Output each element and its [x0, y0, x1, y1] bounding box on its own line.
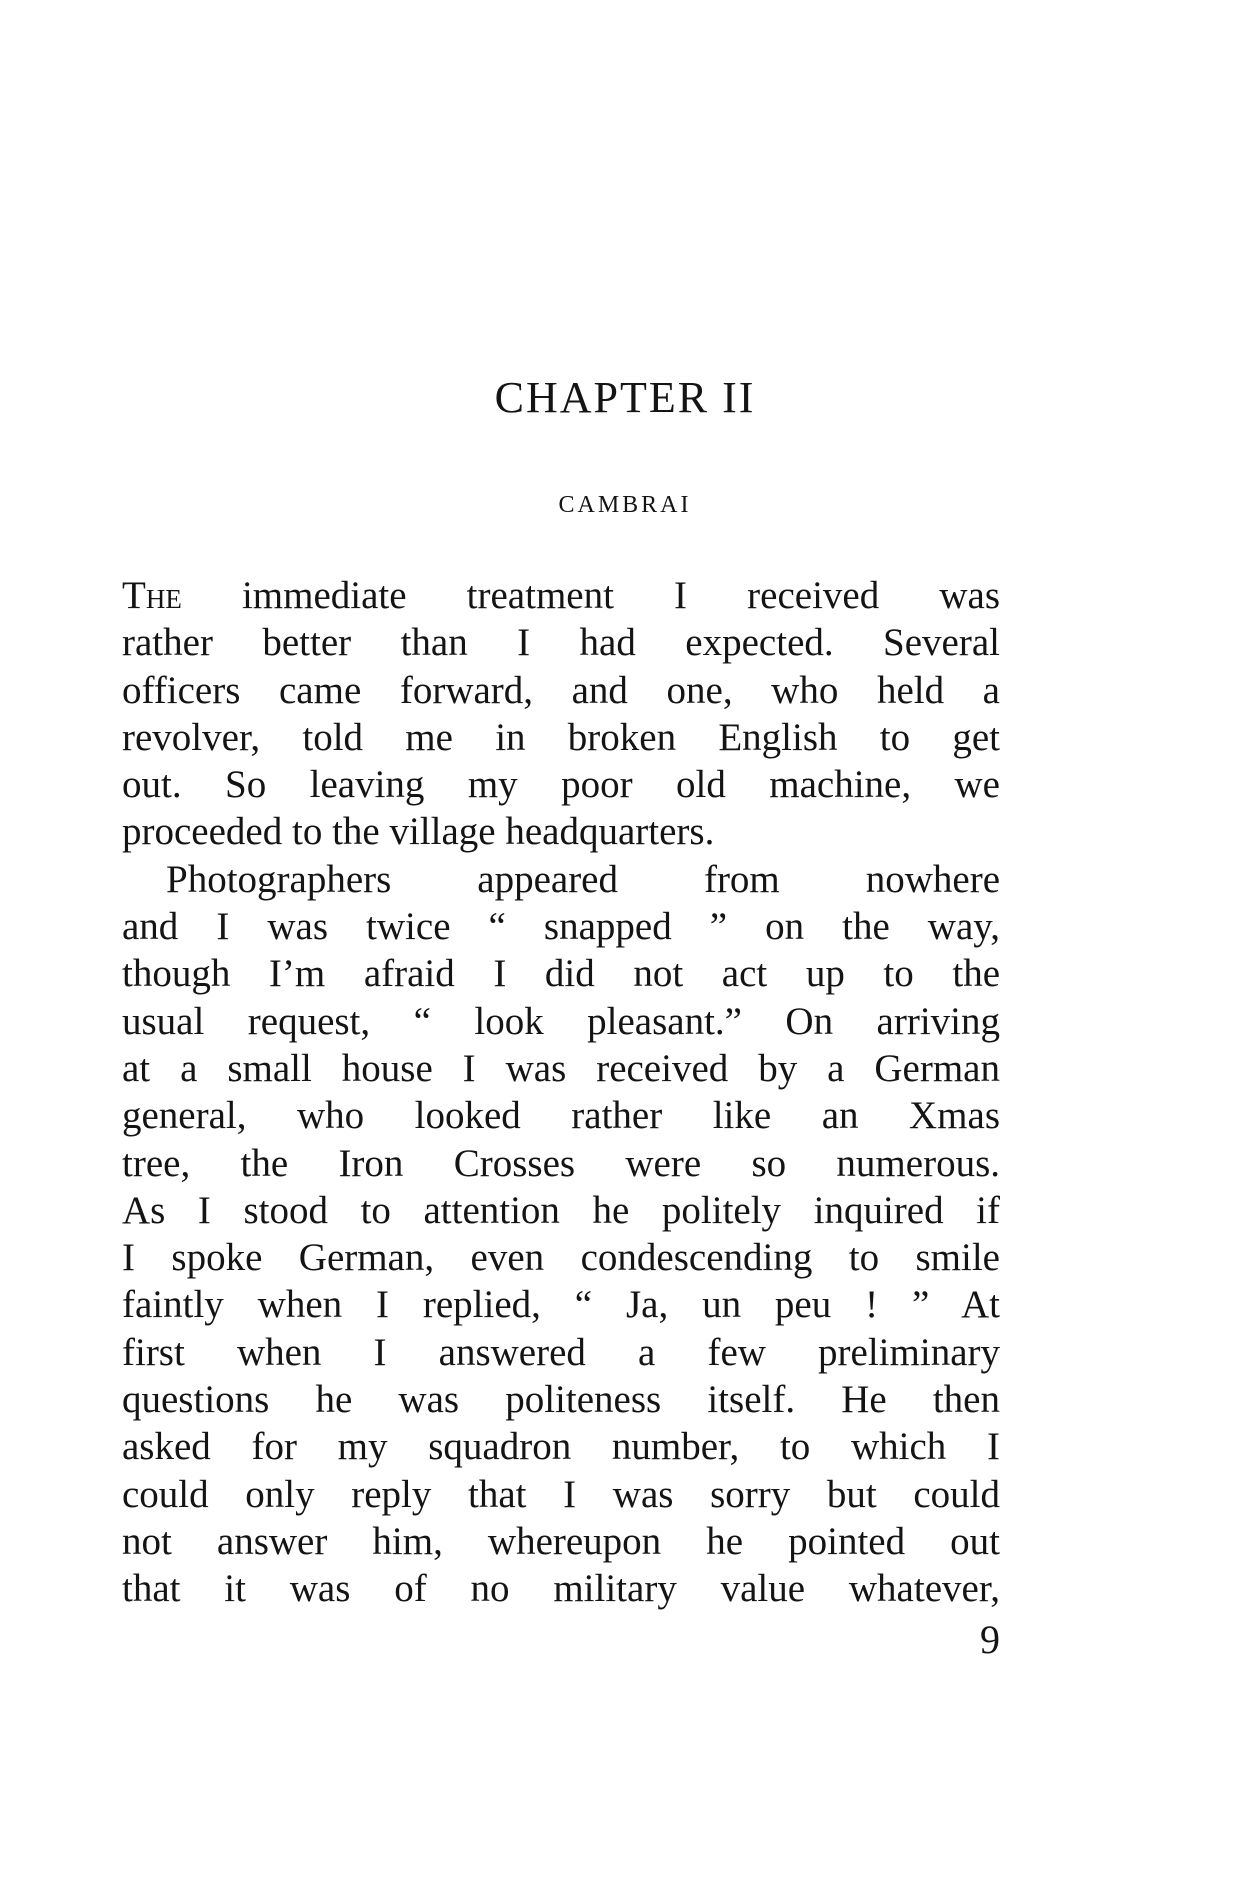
text-line: questions he was politeness itself. He then: [122, 1378, 1000, 1422]
chapter-heading: CHAPTER II: [494, 373, 756, 422]
text-line: proceeded to the village headquarters.: [122, 810, 715, 854]
text-line: Photographers appeared from nowhere: [166, 857, 1000, 901]
chapter-subtitle: CAMBRAI: [558, 492, 692, 518]
text-line: at a small house I was received by a German: [122, 1046, 1000, 1090]
text-line: general, who looked rather like an Xmas: [122, 1094, 1000, 1138]
body-text: [122, 572, 1000, 1613]
text-line: officers came forward, and one, who held a: [122, 668, 1000, 712]
text-line: and I was twice “ snapped ” on the way,: [122, 905, 1000, 949]
text-line: tree, the Iron Crosses were so numerous.: [122, 1141, 1000, 1185]
text-line: [122, 572, 1000, 619]
text-line: though I’m afraid I did not act up to the: [122, 952, 1000, 996]
text-line: faintly when I replied, “ Ja, un peu ! ” At: [122, 1283, 1000, 1327]
text-line: asked for my squadron number, to which I: [122, 1425, 1000, 1469]
page-number: 9: [980, 1617, 1000, 1662]
text-line: revolver, told me in broken English to get: [122, 715, 1000, 759]
text-line-content: immediate treatment I received was: [181, 574, 1000, 617]
text-line: rather better than I had expected. Several: [122, 621, 1000, 665]
text-line: could only reply that I was sorry but could: [122, 1472, 1000, 1516]
text-line: that it was of no military value whatever,: [122, 1567, 1000, 1611]
text-line: first when I answered a few preliminary: [122, 1330, 1000, 1374]
drop-word: The: [122, 574, 182, 617]
text-line: As I stood to attention he politely inquired if: [122, 1188, 1000, 1232]
text-line: usual request, “ look pleasant.” On arriving: [122, 999, 1000, 1043]
text-line: I spoke German, even condescending to smile: [122, 1236, 1000, 1280]
text-line: not answer him, whereupon he pointed out: [122, 1519, 1000, 1563]
text-line: out. So leaving my poor old machine, we: [122, 763, 1000, 807]
